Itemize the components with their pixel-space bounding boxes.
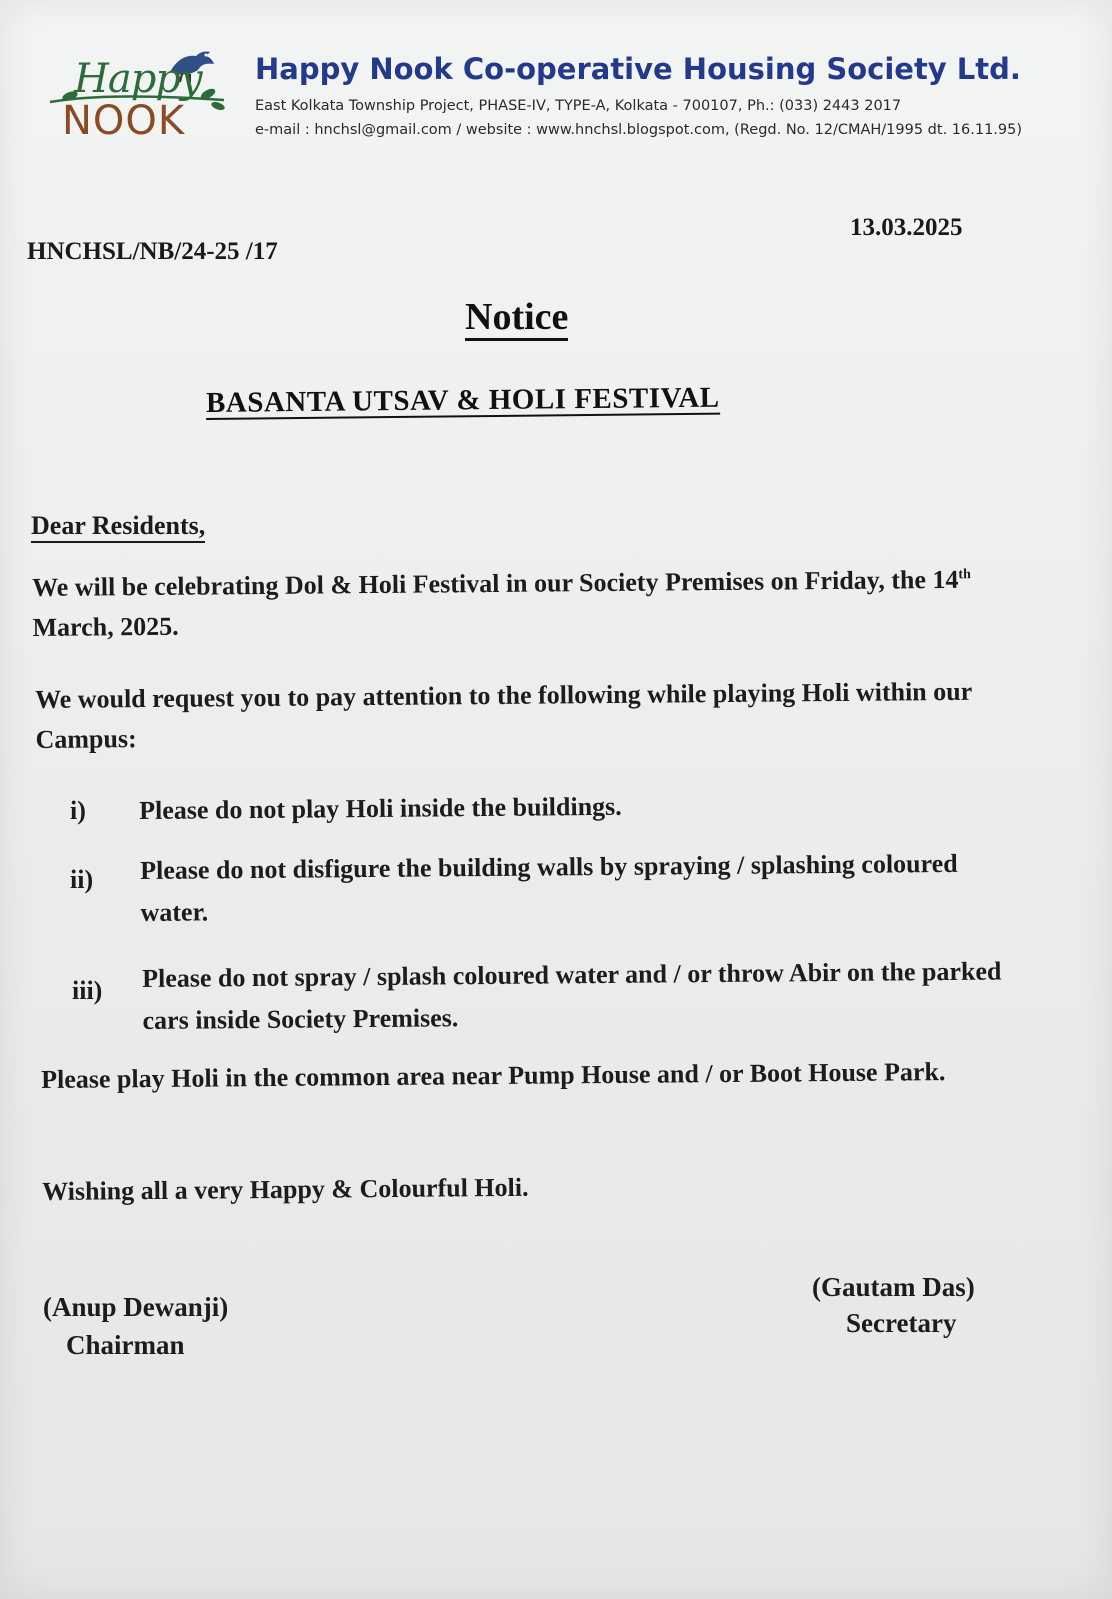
closing-wish: Wishing all a very Happy & Colourful Holi.	[42, 1172, 529, 1206]
list-item-text: Please do not disfigure the building walls by spraying / splashing coloured water.	[140, 848, 958, 927]
chairman-title: Chairman	[66, 1330, 185, 1360]
contact-line: e-mail : hnchsl@gmail.com / website : www.hnchsl.blogspot.com, (Regd. No. 12/CMAH/1995 dt. 16.11.95)	[255, 122, 1023, 138]
list-item-text: Please do not spray / splash coloured water and / or throw Abir on the parked cars inside Society Premises.	[142, 956, 1002, 1035]
chairman-name: (Anup Dewanji)	[43, 1292, 229, 1322]
secretary-title: Secretary	[846, 1308, 957, 1338]
paragraph-announcement	[32, 560, 993, 649]
address-line: East Kolkata Township Project, PHASE-IV, TYPE-A, Kolkata - 700107, Ph.: (033) 2443 2017	[255, 98, 902, 114]
date-suffix: th	[958, 567, 971, 583]
salutation: Dear Residents,	[31, 510, 205, 543]
list-item-text: Please do not play Holi inside the buildings.	[139, 791, 622, 825]
reference-number: HNCHSL/NB/24-25 /17	[27, 238, 278, 265]
list-item-number: iii)	[72, 976, 103, 1005]
notice-subtitle: BASANTA UTSAV & HOLI FESTIVAL	[205, 381, 720, 419]
announcement-text: We will be celebrating Dol & Holi Festival in our Society Premises on Friday, the 14	[32, 564, 959, 602]
logo-nook-text: NOOK	[62, 98, 186, 144]
paragraph-location: Please play Holi in the common area near Pump House and / or Boot House Park.	[41, 1057, 946, 1094]
logo-happy-text: Happy	[74, 56, 202, 102]
society-logo	[44, 40, 234, 150]
list-item-number: i)	[70, 796, 86, 825]
organization-name: Happy Nook Co-operative Housing Society Ltd.	[255, 52, 1021, 86]
notice-title: Notice	[465, 298, 568, 341]
secretary-name: (Gautam Das)	[812, 1272, 975, 1302]
paragraph-request: We would request you to pay attention to the following while playing Holi within our Campus:	[35, 676, 972, 755]
announcement-text-end: March, 2025.	[32, 612, 179, 643]
list-item-number: ii)	[70, 865, 94, 894]
notice-date: 13.03.2025	[850, 214, 963, 241]
